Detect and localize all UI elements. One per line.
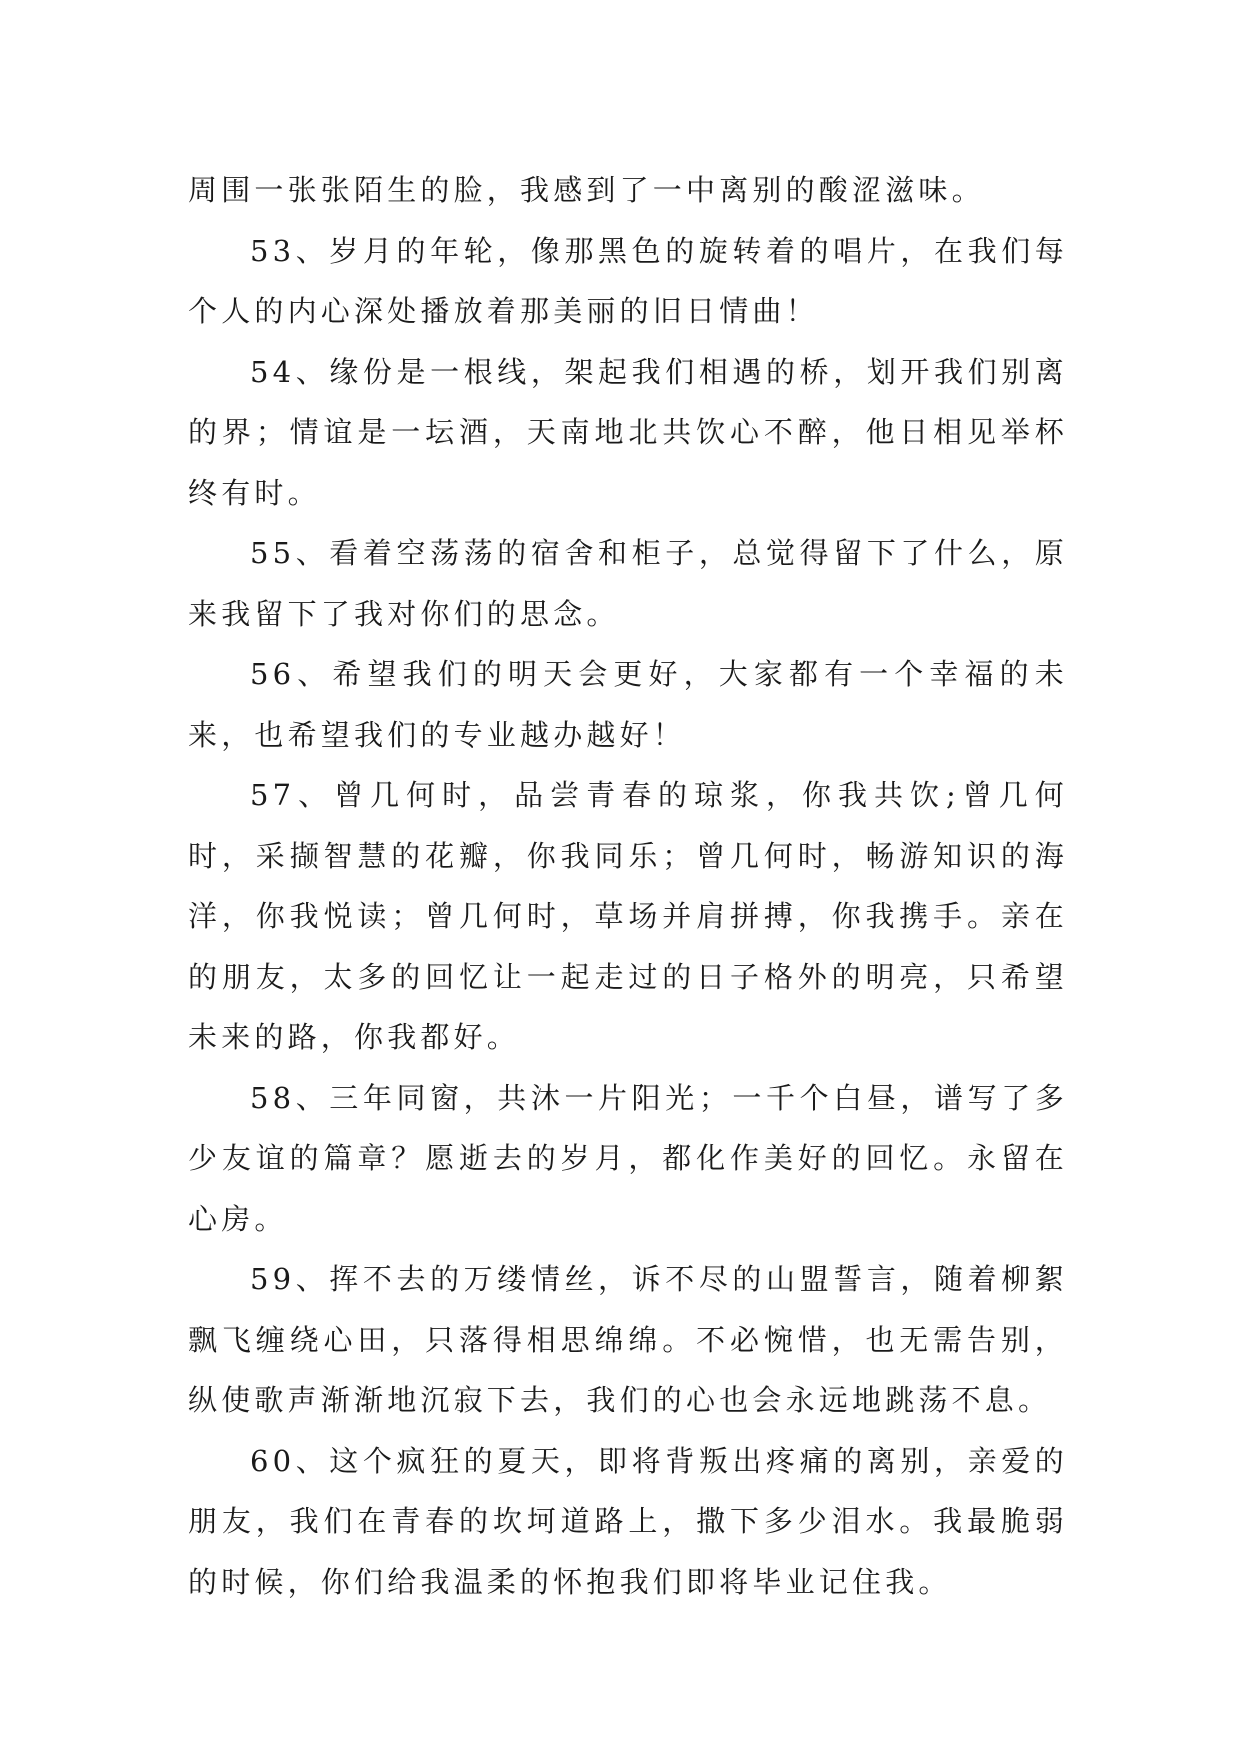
paragraph-55: 55、看着空荡荡的宿舍和柜子，总觉得留下了什么，原来我留下了我对你们的思念。 bbox=[188, 536, 1068, 631]
paragraph-54: 54、缘份是一根线，架起我们相遇的桥，划开我们别离的界；情谊是一坛酒，天南地北共饮心不醉，他日相见举杯终有时。 bbox=[188, 354, 1068, 510]
paragraph-58: 58、三年同窗，共沐一片阳光；一千个白昼，谱写了多少友谊的篇章？愿逝去的岁月，都化作美好的回忆。永留在心房。 bbox=[188, 1080, 1068, 1236]
paragraph-56: 56、希望我们的明天会更好，大家都有一个幸福的未来，也希望我们的专业越办越好！ bbox=[188, 657, 1068, 752]
document-body bbox=[188, 160, 1068, 1612]
paragraph-continuation: 周围一张张陌生的脸，我感到了一中离别的酸涩滋味。 bbox=[188, 173, 985, 207]
paragraph-59: 59、挥不去的万缕情丝，诉不尽的山盟誓言，随着柳絮飘飞缠绕心田，只落得相思绵绵。不必惋惜，也无需告别，纵使歌声渐渐地沉寂下去，我们的心也会永远地跳荡不息。 bbox=[188, 1262, 1068, 1417]
paragraph-53: 53、岁月的年轮，像那黑色的旋转着的唱片，在我们每个人的内心深处播放着那美丽的旧日情曲！ bbox=[188, 233, 1068, 328]
paragraph-57: 57、曾几何时，品尝青春的琼浆，你我共饮;曾几何时，采撷智慧的花瓣，你我同乐；曾几何时，畅游知识的海洋，你我悦读；曾几何时，草场并肩拼搏，你我携手。亲在的朋友，太多的回忆让一起走过的日子格外的明亮，只希望未来的路，你我都好。 bbox=[188, 778, 1068, 1054]
paragraph-60: 60、这个疯狂的夏天，即将背叛出疼痛的离别，亲爱的朋友，我们在青春的坎坷道路上，撒下多少泪水。我最脆弱的时候，你们给我温柔的怀抱我们即将毕业记住我。 bbox=[188, 1443, 1068, 1599]
